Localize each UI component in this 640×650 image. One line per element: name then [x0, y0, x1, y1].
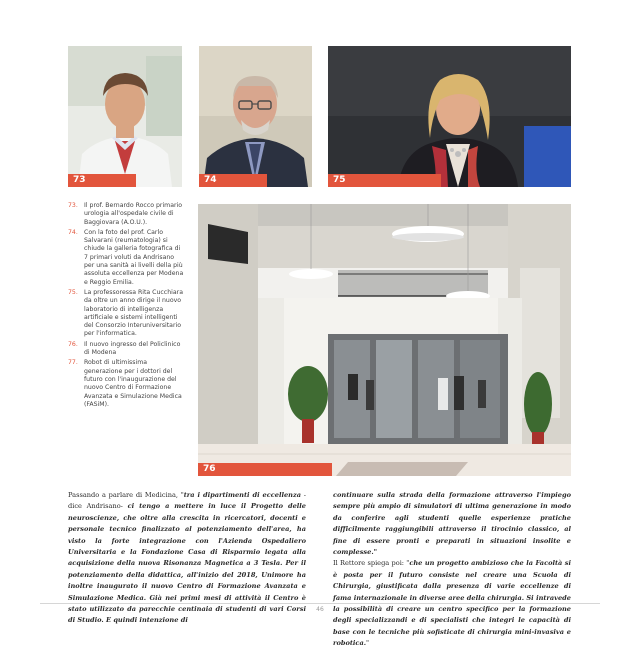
- body-text: ": [366, 639, 370, 648]
- caption-74: [68, 229, 186, 287]
- body-column-right: [333, 490, 571, 650]
- caption-number: 74.: [68, 228, 78, 236]
- photo-75: [328, 46, 571, 187]
- body-quote: che un progetto ambizioso che la Facoltà si è posta per il futuro consiste nel creare una Scuola di Chirurgia, giustificata dalla presenza di varie eccellenze di fama internazionale in diverse aree della chirurgia. Si intravede la possibilità di creare un centro specifico per la formazione degli specializzandi e di specialisti che integri le capacità di base con le tecniche più sofisticate di chirurgia mini-invasiva e robotica.: [333, 559, 572, 648]
- caption-77: [68, 359, 186, 409]
- photo-number-74: 74: [199, 174, 267, 187]
- body-paragraph: [333, 558, 571, 649]
- portrait-man-white-coat-image: [68, 46, 182, 187]
- photo-76: [198, 204, 571, 476]
- body-quote: ci tengo a mettere in luce il Progetto delle neuroscienze, che oltre alla crescita in ricercatori, docenti e personale tecnico finalizzato al potenziamento dell'area, ha visto la forte integrazione con l'Azienda Ospedaliero Universitaria e la Fondazione Casa di Risparmio legata alla acquisizione della nuova Risonanza Magnetica a 3 Tesla. Per il potenziamento della didattica, all'inizio del 2018, Unimore ha inoltre inaugurato il nuovo Centro di Formazione Avanzata e Simulazione Medica. Già nei primi mesi di attività il Centro è stato utilizzato da parecchie centinaia di studenti di vari Corsi di Studio. E quindi intenzione di: [68, 502, 306, 625]
- portrait-man-glasses-image: [199, 46, 312, 187]
- caption-list: [68, 202, 186, 411]
- caption-number: 73.: [68, 202, 78, 209]
- caption-number: 76.: [68, 340, 78, 348]
- woman-speaking-image: [328, 46, 571, 187]
- body-quote: tra i dipartimenti di eccellenza: [183, 491, 301, 499]
- photo-number-73: 73: [68, 174, 136, 187]
- photo-73: [68, 46, 182, 187]
- photo-number-75: 75: [328, 174, 441, 187]
- caption-text: Il prof. Bernardo Rocco primario urologia all'ospedale civile di Baggiovara (A.O.U.).: [84, 202, 183, 226]
- caption-text: La professoressa Rita Cucchiara da oltre un anno dirige il nuovo laboratorio di intelligenza artificiale e sistemi intelligenti del Consorzio Interuniversitario per l'informatica.: [84, 288, 183, 338]
- caption-text: Robot di ultimissima generazione per i dottori del futuro con l'inaugurazione del nuovo Centro di Formazione Avanzata e Simulazione Medica (FASiM).: [84, 359, 182, 408]
- body-paragraph: [333, 490, 571, 558]
- caption-number: 75.: [68, 288, 78, 296]
- body-text: Il Rettore spiega poi: ": [333, 559, 410, 568]
- caption-75: [68, 289, 186, 339]
- body-text: -dice Andrisano-: [68, 491, 306, 511]
- caption-number: 77.: [68, 359, 78, 367]
- caption-73: [68, 202, 186, 227]
- caption-text: Il nuovo ingresso del Policlinico di Modena: [84, 340, 181, 357]
- photo-74: [199, 46, 312, 187]
- caption-text: Con la foto del prof. Carlo Salvarani (reumatologia) si chiude la galleria fotografica di 7 primari voluti da Andrisano per una sanità ai livelli della più assoluta eccellenza per Modena e Reggio Emilia.: [84, 228, 184, 286]
- body-quote: continuare sulla strada della formazione attraverso l'impiego sempre più ampio di simulatori di ultima generazione in modo da conferire agli studenti quelle esperienze pratiche difficilmente raggiungibili attraverso il tirocinio classico, al fine di essere pronti e preparati in situazioni insolite e complesse.": [333, 491, 571, 557]
- polyclinic-entrance-image: [198, 204, 571, 476]
- page-number: 46: [316, 606, 324, 613]
- photo-number-76: 76: [198, 463, 332, 476]
- caption-76: [68, 341, 186, 358]
- footer-divider: [40, 603, 600, 604]
- body-text: Passando a parlare di Medicina, ": [68, 491, 184, 499]
